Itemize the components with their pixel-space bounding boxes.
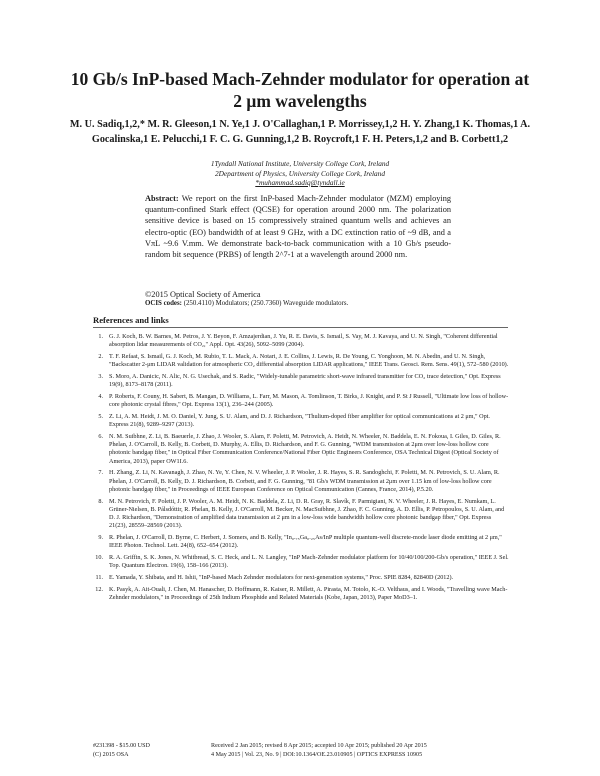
abstract-text: We report on the first InP-based Mach-Zehnder modulator (MZM) employing quantum-confined Stark effect (QCSE) for operation around 2000 nm. The polarization sensitive device is based on 15 compressively strained quantum wells and achieves an electro-optic (EO) bandwidth of at least 9 GHz, with a DC extinction ratio of ~9 dB, and a VπL ~9.6 V.mm. We demonstrate back-to-back communication with a 10 Gb/s pseudo-random bit sequence (PRBS) of length 2^7-1 at a wavelength around 2000 nm. <box>145 194 451 260</box>
reference-text: T. F. Refaat, S. Ismail, G. J. Koch, M. Rubio, T. L. Mack, A. Notari, J. E. Collins, J. Lewis, R. De Young, C. Yonghoon, M. N. Abedin, and U. N. Singh, "Backscatter 2-μm LIDAR validation for atmospheric CO₂ differential absorption LIDAR applications," IEEE Trans. Geosci. Rem. Sens. 49(1), 572–580 (2010). <box>109 353 509 369</box>
reference-number: 7. <box>98 469 103 477</box>
reference-text: K. Pasyk, A. Ait-Ouali, J. Chen, M. Hanascher, D. Hoffmann, R. Kaiser, R. Millett, A. Pirasta, M. Totolo, K.-O. Velthaus, and I. Woods, "Travelling wave Mach-Zehnder modulators," in Proceedings of 25th Indium Phosphide and Related Materials (Kobe, Japan, 2013), Paper MoD3–1. <box>109 585 508 602</box>
copyright-line: ©2015 Optical Society of America <box>145 290 261 299</box>
reference-item <box>93 498 510 531</box>
reference-text: G. J. Koch, B. W. Barnes, M. Petros, J. Y. Beyon, F. Amzajerdian, J. Yu, R. E. Davis, S. Ismail, S. Vay, M. J. Kavaya, and U. N. Singh, "Coherent differential absorption lidar measurements of CO₂," Appl. Opt. 43(26), 5092–5099 (2004). <box>109 333 498 349</box>
reference-item <box>93 393 510 409</box>
footer-right <box>211 742 511 759</box>
reference-number: 6. <box>98 433 103 440</box>
reference-number: 2. <box>98 353 103 360</box>
abstract-label: Abstract: <box>145 194 179 203</box>
footer-citation: 4 May 2015 | Vol. 23, No. 9 | DOI:10.1364/OE.23.010905 | OPTICS EXPRESS 10905 <box>211 751 423 758</box>
ocis-text: (250.4110) Modulators; (250.7360) Waveguide modulators. <box>183 300 349 307</box>
reference-item <box>93 574 510 582</box>
reference-number: 12. <box>95 585 103 593</box>
reference-item <box>93 353 510 369</box>
footer-copyright: (C) 2015 OSA <box>93 751 129 758</box>
footer-article-price: #231398 - $15.00 USD <box>93 743 150 749</box>
reference-list <box>93 333 510 606</box>
affiliations <box>120 159 480 188</box>
footer-left <box>93 742 193 759</box>
reference-number: 9. <box>98 534 103 542</box>
corresponding-email[interactable]: *muhammad.sadiq@tyndall.ie <box>255 178 345 187</box>
reference-text: Z. Li, A. M. Heidt, J. M. O. Daniel, Y. Jung, S. U. Alam, and D. J. Richardson, "Thulium-doped fiber amplifier for optical communications at 2 μm," Opt. Express 21(8), 9289–9297 (2013). <box>109 413 490 429</box>
ocis-codes <box>145 299 451 309</box>
reference-text: N. M. Suibhne, Z. Li, B. Baeuerle, J. Zhao, J. Wooler, S. Alam, F. Poletti, M. Petrovich, A. Heidt, N. Wheeler, N. Baddela, E. N. Fokoua, I. Giles, D. Giles, R. Phelan, J. O'Carroll, B. Kelly, B. Corbett, D. Murphy, A. Ellis, D. Richardson, and F. G. Gunning, "WDM transmission at 2μm over low-loss hollow core photonic bandgap fiber," in Optical Fiber Communication Conference/National Fiber Optic Engineers Conference, OSA Technical Digest (Optical Society of America, 2013), paper OW1I.6. <box>109 433 501 465</box>
reference-number: 8. <box>98 497 103 505</box>
reference-item <box>93 333 510 349</box>
affiliation-1: 1Tyndall National Institute, University College Cork, Ireland <box>210 159 390 168</box>
reference-item <box>93 469 510 494</box>
footer-dates: Received 2 Jan 2015; revised 8 Apr 2015; accepted 10 Apr 2015; published 20 Apr 2015 <box>211 743 427 749</box>
reference-item <box>93 534 510 550</box>
reference-text: P. Roberts, F. Couny, H. Sabert, B. Mangan, D. Williams, L. Farr, M. Mason, A. Tomlinson, T. Birks, J. Knight, and P. St J Russell, "Ultimate low loss of hollow-core photonic crystal fibres," Opt. Express 13(1), 236–244 (2005). <box>109 393 509 409</box>
reference-number: 5. <box>98 413 103 420</box>
reference-text: R. Phelan, J. O'Carroll, D. Byrne, C. Herbert, J. Somers, and B. Kelly, "In₀.₇₅Ga₀.₂₅As/InP multiple quantum-well discrete-mode laser diode emitting at 2 μm," IEEE Photon. Technol. Lett. 24(8), 652–654 (2012). <box>109 534 502 550</box>
reference-number: 11. <box>95 574 103 582</box>
reference-item <box>93 433 510 466</box>
ocis-label: OCIS codes: <box>145 300 182 307</box>
author-list: M. U. Sadiq,1,2,* M. R. Gleeson,1 N. Ye,1 J. O'Callaghan,1 P. Morrissey,1,2 H. Y. Zhang,1 K. Thomas,1 A. Gocalinska,1 E. Pelucchi,1 F. C. G. Gunning,1,2 B. Roycroft,1 F. H. Peters,1,2 and B. Corbett1,2 <box>69 119 531 145</box>
references-divider <box>93 327 508 328</box>
reference-text: E. Yamada, Y. Shibata, and H. Ishii, "InP-based Mach Zehnder modulators for next-generation systems," Proc. SPIE 8284, 82840D (2012). <box>109 574 454 582</box>
affiliation-2: 2Department of Physics, University College Cork, Ireland <box>215 168 385 178</box>
reference-text: R. A. Griffin, S. K. Jones, N. Whitbread, S. C. Heck, and L. N. Langley, "InP Mach-Zehnder modulator platform for 10/40/100/200-Gb/s operation," IEEE J. Sel. Top. Quantum Electron. 19(6), 158–166 (2013). <box>109 554 509 570</box>
reference-item <box>93 413 510 429</box>
reference-number: 4. <box>98 393 103 400</box>
reference-text: M. N. Petrovich, F. Poletti, J. P. Wooler, A. M. Heidt, N. K. Baddela, Z. Li, D. R. Gray, R. Slavík, F. Parmigiani, N. V. Wheeler, J. R. Hayes, E. Numkam, L. Grüner-Nielsen, B. Pálsdóttir, R. Phelan, B. Kelly, J. O'Carroll, M. Becker, N. MacSuibhne, J. Zhao, F. C. Gunning, A. D. Ellis, P. Petropoulos, S. U. Alam, and D. J. Richardson, "Demonstration of amplified data transmission at 2 μm in a low-loss wide bandwidth hollow core photonic bandgap fiber," Opt. Express 21(23), 28559–28569 (2013). <box>109 497 505 530</box>
reference-number: 10. <box>95 554 103 562</box>
reference-item <box>93 586 510 602</box>
reference-number: 1. <box>98 333 103 340</box>
reference-text: S. Moro, A. Danicic, N. Alic, N. G. Usechak, and S. Radic, "Widely-tunable parametric short-wave infrared transmitter for CO₂ trace detection," Opt. Express 19(9), 8173–8178 (2011). <box>109 373 501 389</box>
reference-number: 3. <box>98 373 103 380</box>
paper-title: 10 Gb/s InP-based Mach-Zehnder modulator for operation at 2 μm wavelengths <box>70 69 530 111</box>
reference-item <box>93 554 510 570</box>
reference-item <box>93 373 510 389</box>
abstract <box>145 193 451 260</box>
references-heading: References and links <box>93 315 169 325</box>
reference-text: H. Zhang, Z. Li, N. Kavanagh, J. Zhao, N. Ye, Y. Chen, N. V. Wheeler, J. P. Wooler, J. R. Hayes, S. R. Sandoghchi, F. Poletti, M. N. Petrovich, S. U. Alam, R. Phelan, J. O'Carroll, B. Kelly, D. J. Richardson, B. Corbett, and F. G. Gunning, "81 Gb/s WDM transmission at 2μm over 1.15 km of low-loss hollow core photonic bandgap fiber," in Proceedings of IEEE European Conference on Optical Communication (Cannes, France, 2014), P.5.20. <box>109 469 500 493</box>
